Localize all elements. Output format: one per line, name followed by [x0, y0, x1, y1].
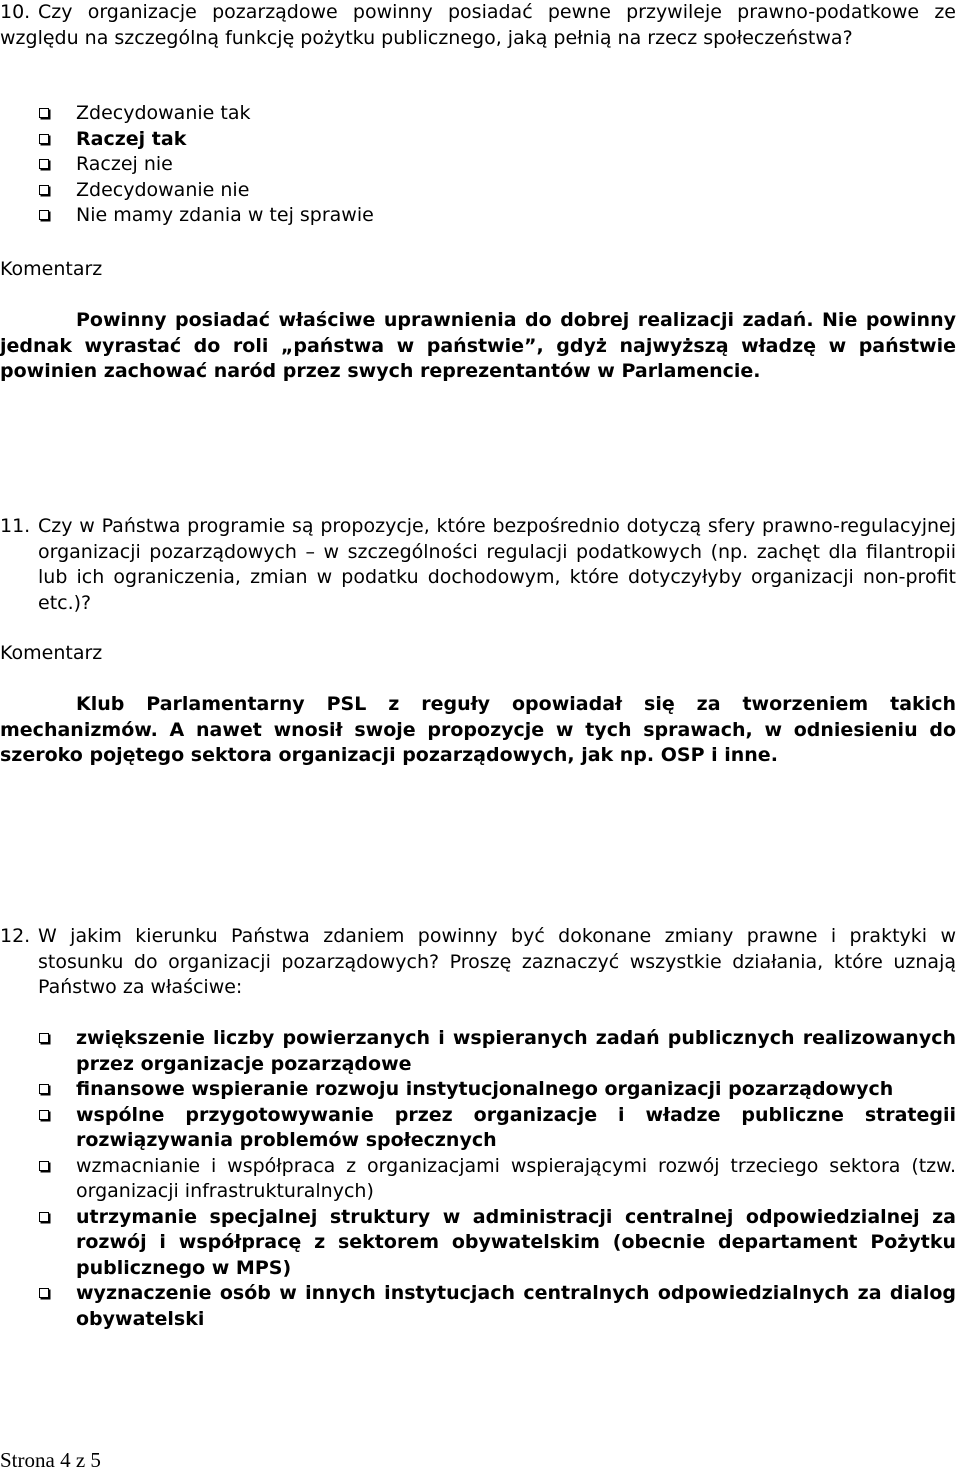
page-footer: Strona 4 z 5 — [0, 1448, 101, 1472]
option-item[interactable] — [0, 1205, 956, 1282]
option-label: Nie mamy zdania w tej sprawie — [76, 204, 374, 226]
option-label: Raczej tak — [76, 127, 187, 150]
question-number: 12. — [0, 925, 31, 947]
checkbox-icon[interactable] — [39, 159, 49, 169]
checkbox-icon[interactable] — [39, 134, 49, 144]
option-item[interactable] — [0, 101, 956, 127]
option-item[interactable] — [0, 1103, 956, 1154]
question-10 — [0, 0, 956, 51]
question-12 — [0, 924, 956, 1001]
option-item[interactable] — [0, 152, 956, 178]
question-text: Czy w Państwa programie są propozycje, które bezpośrednio dotyczą sfery prawno-regulacyjnej organizacji pozarządowych – w szczególności regulacji podatkowych (np. zachęt dla filantropii lub ich ograniczenia, zmian w podatku dochodowym, które dotyczyłyby organizacji non-profit etc.)? — [38, 515, 956, 614]
option-label: finansowe wspieranie rozwoju instytucjonalnego organizacji pozarządowych — [76, 1078, 894, 1100]
option-label: wzmacnianie i współpraca z organizacjami wspierającymi rozwój trzeciego sektora (tzw. organizacji infrastrukturalnych) — [76, 1154, 956, 1202]
option-item[interactable] — [0, 1077, 956, 1103]
option-label: Zdecydowanie nie — [76, 178, 250, 201]
option-label: zwiększenie liczby powierzanych i wspieranych zadań publicznych realizowanych przez organizacje pozarządowe — [76, 1027, 956, 1075]
checkbox-icon[interactable] — [39, 1161, 49, 1171]
question-number: 11. — [0, 515, 31, 537]
checkbox-icon[interactable] — [39, 1212, 49, 1222]
option-label: Zdecydowanie tak — [76, 102, 251, 124]
options-list-q10 — [0, 101, 956, 229]
option-label: wyznaczenie osób w innych instytucjach centralnych odpowiedzialnych za dialog obywatelski — [76, 1282, 956, 1330]
options-list-q12 — [0, 1026, 956, 1332]
option-label: utrzymanie specjalnej struktury w administracji centralnej odpowiedzialnej za rozwój i współpracę z sektorem obywatelskim (obecnie departament Pożytku publicznego w MPS) — [76, 1205, 956, 1279]
option-item[interactable] — [0, 203, 956, 229]
checkbox-icon[interactable] — [39, 108, 49, 118]
question-11 — [0, 514, 956, 616]
comment-label: Komentarz — [0, 642, 103, 664]
comment-label: Komentarz — [0, 258, 103, 280]
checkbox-icon[interactable] — [39, 1288, 49, 1298]
option-item[interactable] — [0, 1026, 956, 1077]
option-item[interactable] — [0, 127, 956, 153]
checkbox-icon[interactable] — [39, 185, 49, 195]
option-item[interactable] — [0, 178, 956, 204]
option-item[interactable] — [0, 1154, 956, 1205]
question-text: W jakim kierunku Państwa zdaniem powinny być dokonane zmiany prawne i praktyki w stosunku do organizacji pozarządowych? Proszę zaznaczyć wszystkie działania, które uznają Państwo za właściwe: — [38, 925, 956, 998]
option-item[interactable] — [0, 1281, 956, 1332]
option-label: wspólne przygotowywanie przez organizacje i władze publiczne strategii rozwiązywania problemów społecznych — [76, 1103, 956, 1151]
option-label: Raczej nie — [76, 153, 173, 175]
answer-text-q10: Powinny posiadać właściwe uprawnienia do dobrej realizacji zadań. Nie powinny jednak wyrastać do roli „państwa w państwie”, gdyż najwyższą władzę w państwie powinien zachować naród przez swych reprezentantów w Parlamencie. — [0, 309, 956, 382]
checkbox-icon[interactable] — [39, 1033, 49, 1043]
checkbox-icon[interactable] — [39, 1110, 49, 1120]
checkbox-icon[interactable] — [39, 1084, 49, 1094]
question-text: Czy organizacje pozarządowe powinny posiadać pewne przywileje prawno-podatkowe ze względu na szczególną funkcję pożytku publicznego, jaką pełnią na rzecz społeczeństwa? — [0, 1, 956, 49]
checkbox-icon[interactable] — [39, 210, 49, 220]
answer-text-q11: Klub Parlamentarny PSL z reguły opowiadał się za tworzeniem takich mechanizmów. A nawet wnosił swoje propozycje w tych sprawach, w odniesieniu do szeroko pojętego sektora organizacji pozarządowych, jak np. OSP i inne. — [0, 693, 956, 766]
question-number: 10. — [0, 1, 31, 23]
